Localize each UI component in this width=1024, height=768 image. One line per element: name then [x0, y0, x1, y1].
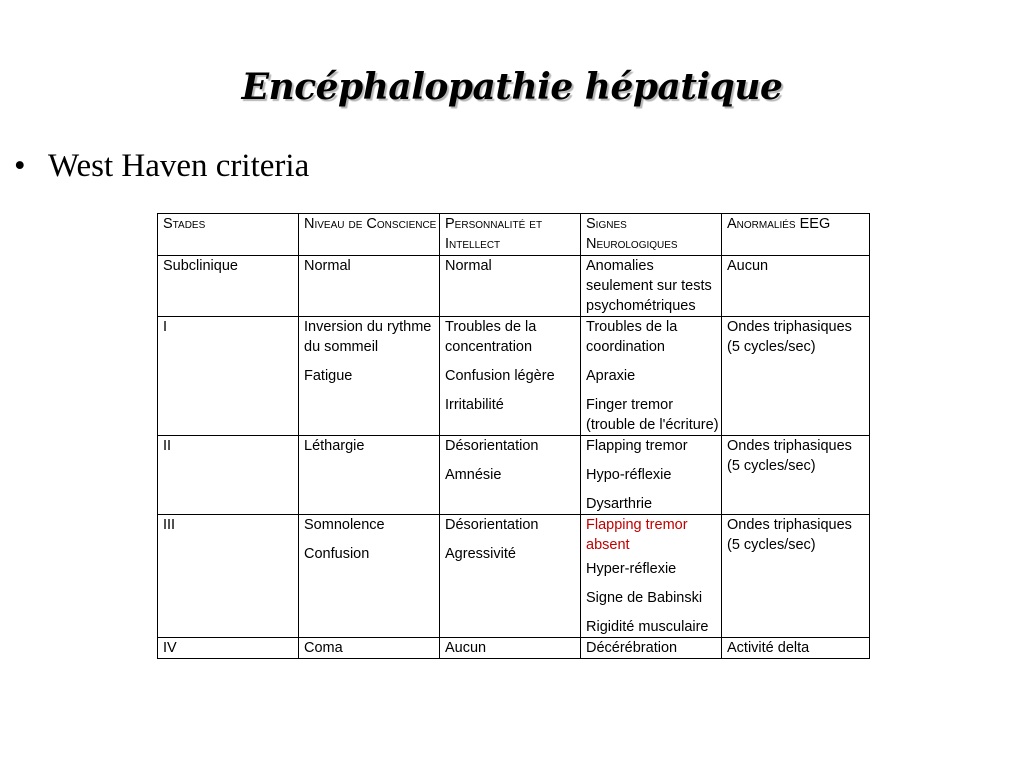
cell-line: Léthargie	[304, 438, 365, 454]
cell-line: Aucun	[445, 640, 487, 656]
cell-conscience	[299, 638, 440, 659]
cell-signes	[581, 256, 722, 317]
cell-line: Coma	[304, 640, 343, 656]
cell-eeg: Activité delta	[722, 638, 870, 659]
cell-conscience	[299, 436, 440, 515]
cell-line: Décérébration	[586, 640, 678, 656]
cell-personnalite	[440, 317, 581, 436]
cell-stade: IV	[158, 638, 299, 659]
bullet-item	[14, 148, 309, 185]
cell-line: Hypo-réflexie	[586, 467, 672, 483]
cell-line: Apraxie	[586, 368, 636, 384]
bullet-text: West Haven criteria	[48, 148, 310, 184]
header-personnalite: Personnalité et Intellect	[440, 214, 581, 256]
cell-conscience	[299, 256, 440, 317]
cell-stade: II	[158, 436, 299, 515]
cell-line-highlight: Flapping tremor absent	[586, 517, 688, 553]
cell-personnalite	[440, 638, 581, 659]
cell-conscience	[299, 515, 440, 638]
cell-line: Signe de Babinski	[586, 590, 703, 606]
cell-line: Finger tremor (trouble de l'écriture)	[586, 397, 719, 433]
cell-line: Inversion du rythme du sommeil	[304, 319, 432, 355]
cell-line: Confusion légère	[445, 368, 555, 384]
cell-eeg: Ondes triphasiques (5 cycles/sec)	[722, 317, 870, 436]
table-row	[158, 317, 870, 436]
table-row	[158, 638, 870, 659]
cell-line: Rigidité musculaire	[586, 619, 709, 635]
header-eeg: Anormaliés EEG	[722, 214, 870, 256]
table-row	[158, 256, 870, 317]
slide-title: Encéphalopathie hépatique	[241, 66, 783, 108]
cell-personnalite	[440, 515, 581, 638]
cell-eeg: Aucun	[722, 256, 870, 317]
cell-line: Normal	[445, 258, 492, 274]
west-haven-table	[157, 213, 870, 659]
table-row	[158, 436, 870, 515]
header-signes: Signes Neurologiques	[581, 214, 722, 256]
cell-line: Irritabilité	[445, 397, 504, 413]
cell-personnalite	[440, 436, 581, 515]
cell-signes	[581, 515, 722, 638]
cell-eeg: Ondes triphasiques (5 cycles/sec)	[722, 515, 870, 638]
cell-line: Agressivité	[445, 546, 516, 562]
cell-line: Désorientation	[445, 438, 539, 454]
cell-line: Hyper-réflexie	[586, 561, 677, 577]
cell-conscience	[299, 317, 440, 436]
cell-line: Normal	[304, 258, 351, 274]
cell-signes	[581, 436, 722, 515]
cell-line: Somnolence	[304, 517, 385, 533]
bullet-marker: •	[14, 148, 26, 184]
cell-stade: Subclinique	[158, 256, 299, 317]
cell-line: Dysarthrie	[586, 496, 653, 512]
table-header-row	[158, 214, 870, 256]
cell-stade: I	[158, 317, 299, 436]
cell-line: Fatigue	[304, 368, 353, 384]
cell-personnalite	[440, 256, 581, 317]
header-niveau-conscience: Niveau de Conscience	[299, 214, 440, 256]
cell-line: Confusion	[304, 546, 370, 562]
table-row	[158, 515, 870, 638]
cell-line: Troubles de la coordination	[586, 319, 678, 355]
cell-line: Anomalies seulement sur tests psychométriques	[586, 258, 712, 314]
cell-line: Désorientation	[445, 517, 539, 533]
cell-eeg: Ondes triphasiques (5 cycles/sec)	[722, 436, 870, 515]
cell-line: Troubles de la concentration	[445, 319, 537, 355]
cell-line: Flapping tremor	[586, 438, 688, 454]
header-stades: Stades	[158, 214, 299, 256]
cell-signes	[581, 317, 722, 436]
cell-signes	[581, 638, 722, 659]
cell-line: Amnésie	[445, 467, 502, 483]
cell-stade: III	[158, 515, 299, 638]
